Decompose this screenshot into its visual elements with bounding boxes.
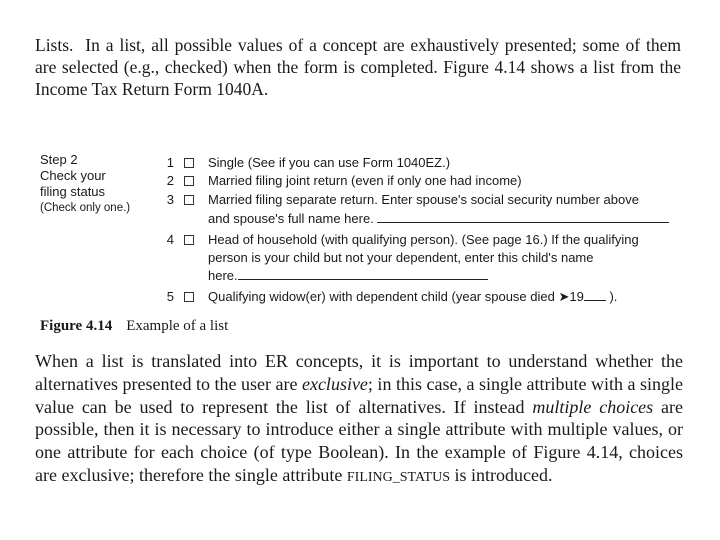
option-text: Single (See if you can use Form 1040EZ.) [208,155,451,170]
option-text: Married filing separate return. Enter spouse's social security number above [208,192,639,207]
option-number: 1 [166,155,174,170]
er-term: ER [264,351,288,371]
exclusive-term: exclusive [301,373,368,394]
step-label [40,152,130,216]
checkbox-icon[interactable] [184,292,194,302]
multiple-choices-term: multiple choices [532,396,654,417]
option-number: 2 [166,173,174,188]
body-text: ; in this case, a single attribute with a single value can be used to represent the list of alternatives. If instead [35,373,683,417]
option-text-line-2: and spouse's full name here. [208,211,669,228]
checkbox-icon[interactable] [184,158,194,168]
year-blank[interactable] [584,289,606,301]
option-text: Qualifying widow(er) with dependent child (year spouse died ➤19 ). [208,289,618,304]
checkbox-icon[interactable] [184,176,194,186]
spouse-name-blank[interactable] [377,211,669,223]
option-number: 5 [166,289,174,304]
body-text: is introduced. [449,464,553,485]
intro-paragraph [35,34,681,100]
step-title: Step 2 [40,152,78,167]
option-text: Head of household (with qualifying person). (See page 16.) If the qualifying [208,232,639,247]
checkbox-icon[interactable] [184,195,194,205]
body-text: concepts, it is important to understand whether the alternatives presented to the user are [35,351,683,394]
option-number: 4 [166,232,174,247]
option-text-line-3: here. [208,268,488,285]
figure-caption [40,318,228,335]
step-sub-2: filing status [40,184,106,199]
option-text: Married filing joint return (even if only one had income) [208,173,522,188]
attribute-name: FILING_STATUS [346,469,450,485]
figure-label: Figure 4.14 [40,318,113,334]
caption-text: Example of a list [126,318,229,334]
section-heading: Lists. [35,35,74,55]
option-number: 3 [166,192,174,207]
child-name-blank[interactable] [238,268,488,280]
step-note: (Check only one.) [40,202,131,214]
step-sub-1: Check your [40,168,106,183]
body-text: When a list is translated into [35,351,265,371]
option-text-line-2: person is your child but not your dependent, enter this child's name [208,250,594,265]
figure-4-14 [40,152,690,312]
body-text: are possible, then it is necessary to introduce either a single attribute with multiple values, or one attribute for each choice (of type Boolean). In the example of Figure 4.14, choices are exclusive; therefore the single attribute [35,396,683,485]
checkbox-icon[interactable] [184,235,194,245]
body-paragraph [35,350,683,490]
intro-text: In a list, all possible values of a concept are exhaustively presented; some of them are selected (e.g., checked) when the form is completed. Figure 4.14 shows a list from the Income Tax Return Form 1040A. [35,35,682,99]
